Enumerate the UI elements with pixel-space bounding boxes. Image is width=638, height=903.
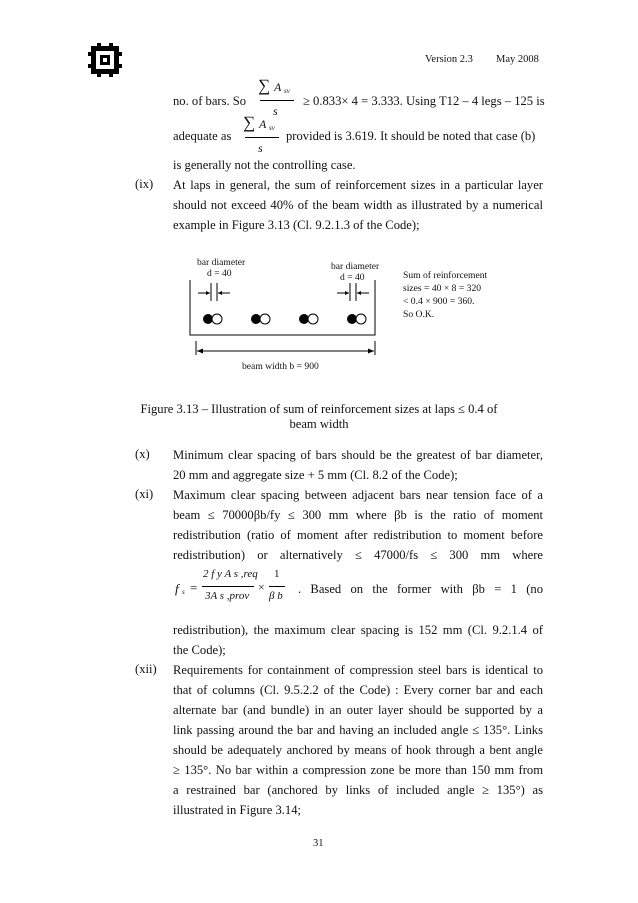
- item-xi-line: Maximum clear spacing between adjacent bars near tension face of a: [173, 488, 543, 502]
- item-xii-line: that of columns (Cl. 9.5.2.2 of the Code) : Every corner bar and each: [173, 683, 543, 697]
- item-xii-line: illustrated in Figure 3.14;: [173, 803, 302, 817]
- left-bar-diameter-label: bar diameter: [197, 257, 246, 268]
- intro-line1-post: ≥ 0.833× 4 = 3.333. Using T12 – 4 legs – 125 is: [303, 94, 545, 108]
- item-xii-label: (xii): [135, 662, 157, 676]
- beam-width-label: beam width b = 900: [242, 361, 319, 372]
- item-xi-line: beam ≤ 70000βb/fy ≤ 300 mm where βb is the ratio of moment: [173, 508, 543, 522]
- item-xi-formula-tail: . Based on the former with βb = 1 (no: [298, 582, 543, 596]
- right-bar-diameter-value: d = 40: [340, 272, 365, 283]
- item-ix-line: At laps in general, the sum of reinforcement sizes in a particular layer: [173, 178, 543, 192]
- right-bar-diameter-label: bar diameter: [331, 261, 380, 272]
- item-xii-line: link passing around the bar and having an included angle ≤ 135°. Links: [173, 723, 543, 737]
- left-bar-diameter-value: d = 40: [207, 268, 232, 279]
- item-x-label: (x): [135, 447, 150, 461]
- institution-logo: [88, 43, 122, 77]
- bar-pair-1: [203, 314, 222, 324]
- item-xi-after: the Code);: [173, 643, 226, 657]
- item-ix-line: example in Figure 3.13 (Cl. 9.2.1.3 of the Code);: [173, 218, 420, 232]
- sum-note-line: sizes = 40 × 8 = 320: [403, 283, 482, 294]
- fs-formula: f s = 2 f y A s ,req 3A s ,prov × 1 β b: [173, 566, 293, 616]
- date-label: May 2008: [496, 54, 539, 65]
- page-number: 31: [313, 838, 324, 849]
- sum-fraction-1: ∑ A sv s: [258, 76, 298, 122]
- item-ix-line: should not exceed 40% of the beam width as illustrated by a numerical: [173, 198, 543, 212]
- intro-line1-pre: no. of bars. So: [173, 94, 247, 108]
- figure-caption-line1: Figure 3.13 – Illustration of sum of reinforcement sizes at laps ≤ 0.4 of: [140, 402, 498, 416]
- item-xii-line: a restrained bar (anchored by links of included angle ≥ 135°) as: [173, 783, 543, 797]
- item-xii-line: ≥ 135°. No bar within a compression zone be more than 150 mm from: [173, 763, 543, 777]
- item-xii-line: alternate bar (and bundle) in an outer layer should be supported by a: [173, 703, 543, 717]
- intro-line3: is generally not the controlling case.: [173, 158, 356, 172]
- item-ix-label: (ix): [135, 177, 154, 191]
- sum-note-line: Sum of reinforcement: [403, 270, 488, 281]
- sum-note-line: < 0.4 × 900 = 360.: [403, 296, 475, 307]
- version-label: Version 2.3: [425, 54, 473, 65]
- item-xii-line: should be adequately anchored by means of hook through a bent angle: [173, 743, 543, 757]
- sum-note-line: So O.K.: [403, 309, 435, 320]
- intro-line2-pre: adequate as: [173, 129, 232, 143]
- item-xi-after: redistribution), the maximum clear spacing is 152 mm (Cl. 9.2.1.4 of: [173, 623, 543, 637]
- item-x-line: Minimum clear spacing of bars should be the greatest of bar diameter,: [173, 448, 543, 462]
- item-xii-line: Requirements for containment of compression steel bars is identical to: [173, 663, 543, 677]
- intro-line2-post: provided is 3.619. It should be noted that case (b): [286, 129, 536, 143]
- bar-pair-4: [347, 314, 366, 324]
- item-xi-line: redistribution) or alternatively ≤ 47000/fs ≤ 300 mm where: [173, 548, 543, 562]
- sum-fraction-2: ∑ A sv s: [243, 113, 283, 159]
- figure-caption-line2: beam width: [289, 417, 349, 431]
- item-x-line: 20 mm and aggregate size + 5 mm (Cl. 8.2 of the Code);: [173, 468, 458, 482]
- bar-pair-3: [299, 314, 318, 324]
- item-xi-line: redistribution (ratio of moment after redistribution to moment before: [173, 528, 543, 542]
- bar-pair-2: [251, 314, 270, 324]
- item-xi-label: (xi): [135, 487, 154, 501]
